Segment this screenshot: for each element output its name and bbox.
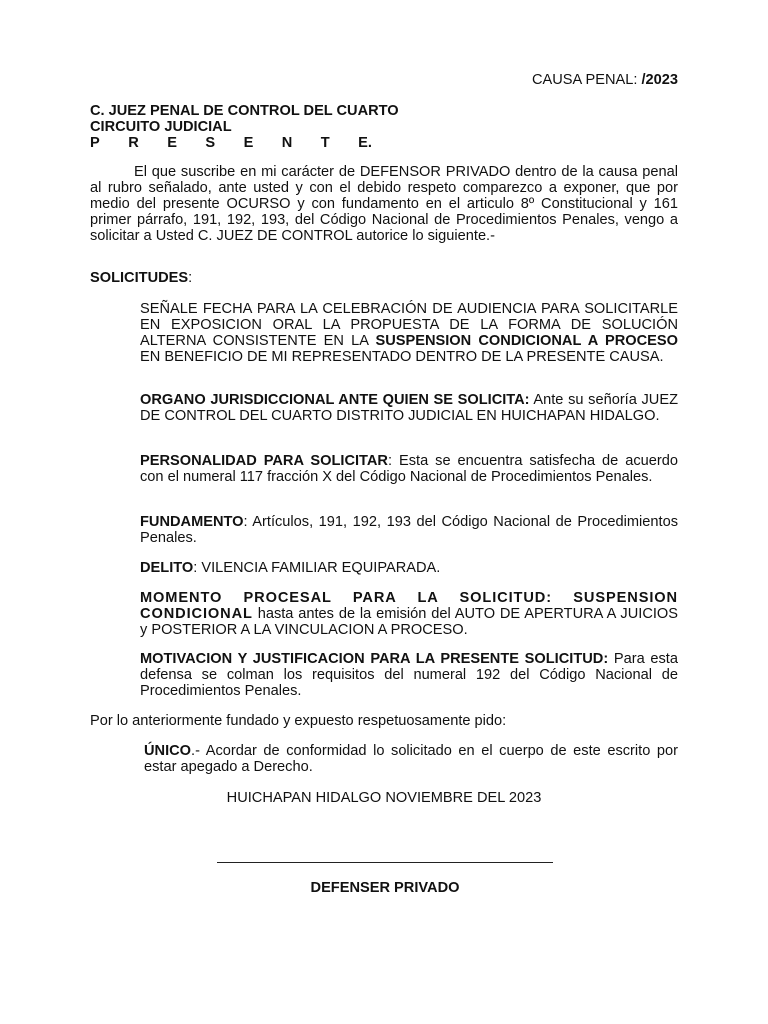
motivacion — [140, 651, 678, 699]
place-date-text: HUICHAPAN HIDALGO NOVIEMBRE DEL 2023 — [226, 790, 542, 806]
solicitudes-title: SOLICITUDES — [90, 270, 189, 286]
fundamento — [140, 514, 678, 546]
addressee-line-1: C. JUEZ PENAL DE CONTROL DEL CUARTO — [90, 103, 399, 119]
organo-jurisdiccional — [140, 392, 678, 424]
momento-procesal — [140, 590, 678, 638]
presente-letter: S — [205, 135, 216, 151]
p2-text: Ante su señoría JUEZ DE CONTROL DEL CUARTO DISTRITO JUDICIAL EN HUICHAPAN HIDALGO. — [140, 392, 678, 424]
presente-letter: T — [320, 135, 330, 151]
p4-text: : Artículos, 191, 192, 193 del Código Nacional de Procedimientos Penales. — [140, 514, 678, 546]
p7-bold: MOTIVACION Y JUSTIFICACION PARA LA PRESENTE SOLICITUD: — [140, 651, 609, 667]
personalidad — [140, 453, 678, 485]
signature-line — [217, 862, 553, 863]
intro-paragraph: El que suscribe en mi carácter de DEFENSOR PRIVADO dentro de la causa penal al rubro señalado, ante usted y con el debido respeto comparezco a exponer, que por medio del presente OCURSO y con fundamento en el articulo 8º Constitucional y 161 primer párrafo, 191, 192, 193, del Código Nacional de Procedimientos Penales, vengo a solicitar a Usted C. JUEZ DE CONTROL autorice lo siguiente.- — [90, 164, 678, 244]
presente-line — [90, 135, 372, 151]
causa-number: /2023 — [641, 72, 678, 88]
p2-bold: ORGANO JURISDICCIONAL ANTE QUIEN SE SOLICITA: — [140, 392, 530, 408]
p6-bold: MOMENTO PROCESAL PARA LA SOLICITUD: SUSPENSION CONDICIONAL — [140, 590, 678, 622]
p5-bold: DELITO — [140, 560, 194, 576]
p3-bold: PERSONALIDAD PARA SOLICITAR — [140, 453, 388, 469]
p1-text-a: SEÑALE FECHA PARA LA CELEBRACIÓN DE AUDIENCIA PARA SOLICITARLE EN EXPOSICION ORAL LA PROPUESTA DE LA FORMA DE SOLUCIÓN ALTERNA CONSISTENTE EN LA — [140, 301, 678, 349]
solicitudes-colon: : — [188, 270, 193, 286]
signer-name: DEFENSER PRIVADO — [310, 880, 460, 896]
presente-letter: P — [90, 135, 100, 151]
presente-letter: E — [243, 135, 254, 151]
addressee-block — [90, 103, 399, 151]
presente-letter: E. — [358, 135, 372, 151]
presente-letter: R — [128, 135, 139, 151]
place-date — [0, 790, 768, 806]
causa-penal-header — [532, 72, 678, 88]
p3-text: : Esta se encuentra satisfecha de acuerdo con el numeral 117 fracción X del Código Nacional de Procedimientos Penales. — [140, 453, 678, 485]
p6-text: hasta antes de la emisión del AUTO DE APERTURA A JUICIOS y POSTERIOR A LA VINCULACION A PROCESO. — [140, 606, 678, 638]
addressee-line-2: CIRCUITO JUDICIAL — [90, 119, 232, 135]
solicitudes-heading — [90, 270, 192, 286]
closing-line: Por lo anteriormente fundado y expuesto respetuosamente pido: — [90, 713, 507, 729]
p1-text-b: EN BENEFICIO DE MI REPRESENTADO DENTRO DE LA PRESENTE CAUSA. — [140, 349, 664, 365]
solicitud-audiencia — [140, 301, 678, 365]
unico-text: .- Acordar de conformidad lo solicitado en el cuerpo de este escrito por estar apegado a Derecho. — [144, 743, 678, 775]
presente-letter: N — [281, 135, 293, 151]
unico-paragraph — [144, 743, 678, 775]
unico-bold: ÚNICO — [144, 743, 192, 759]
p5-text: : VILENCIA FAMILIAR EQUIPARADA. — [193, 560, 441, 576]
p1-bold: SUSPENSION CONDICIONAL A PROCESO — [375, 333, 678, 349]
p4-bold: FUNDAMENTO — [140, 514, 244, 530]
delito — [140, 560, 678, 576]
presente-letter: E — [167, 135, 177, 151]
p7-text: Para esta defensa se colman los requisitos del numeral 192 del Código Nacional de Procedimientos Penales. — [140, 651, 678, 699]
causa-label: CAUSA PENAL: — [531, 72, 642, 88]
